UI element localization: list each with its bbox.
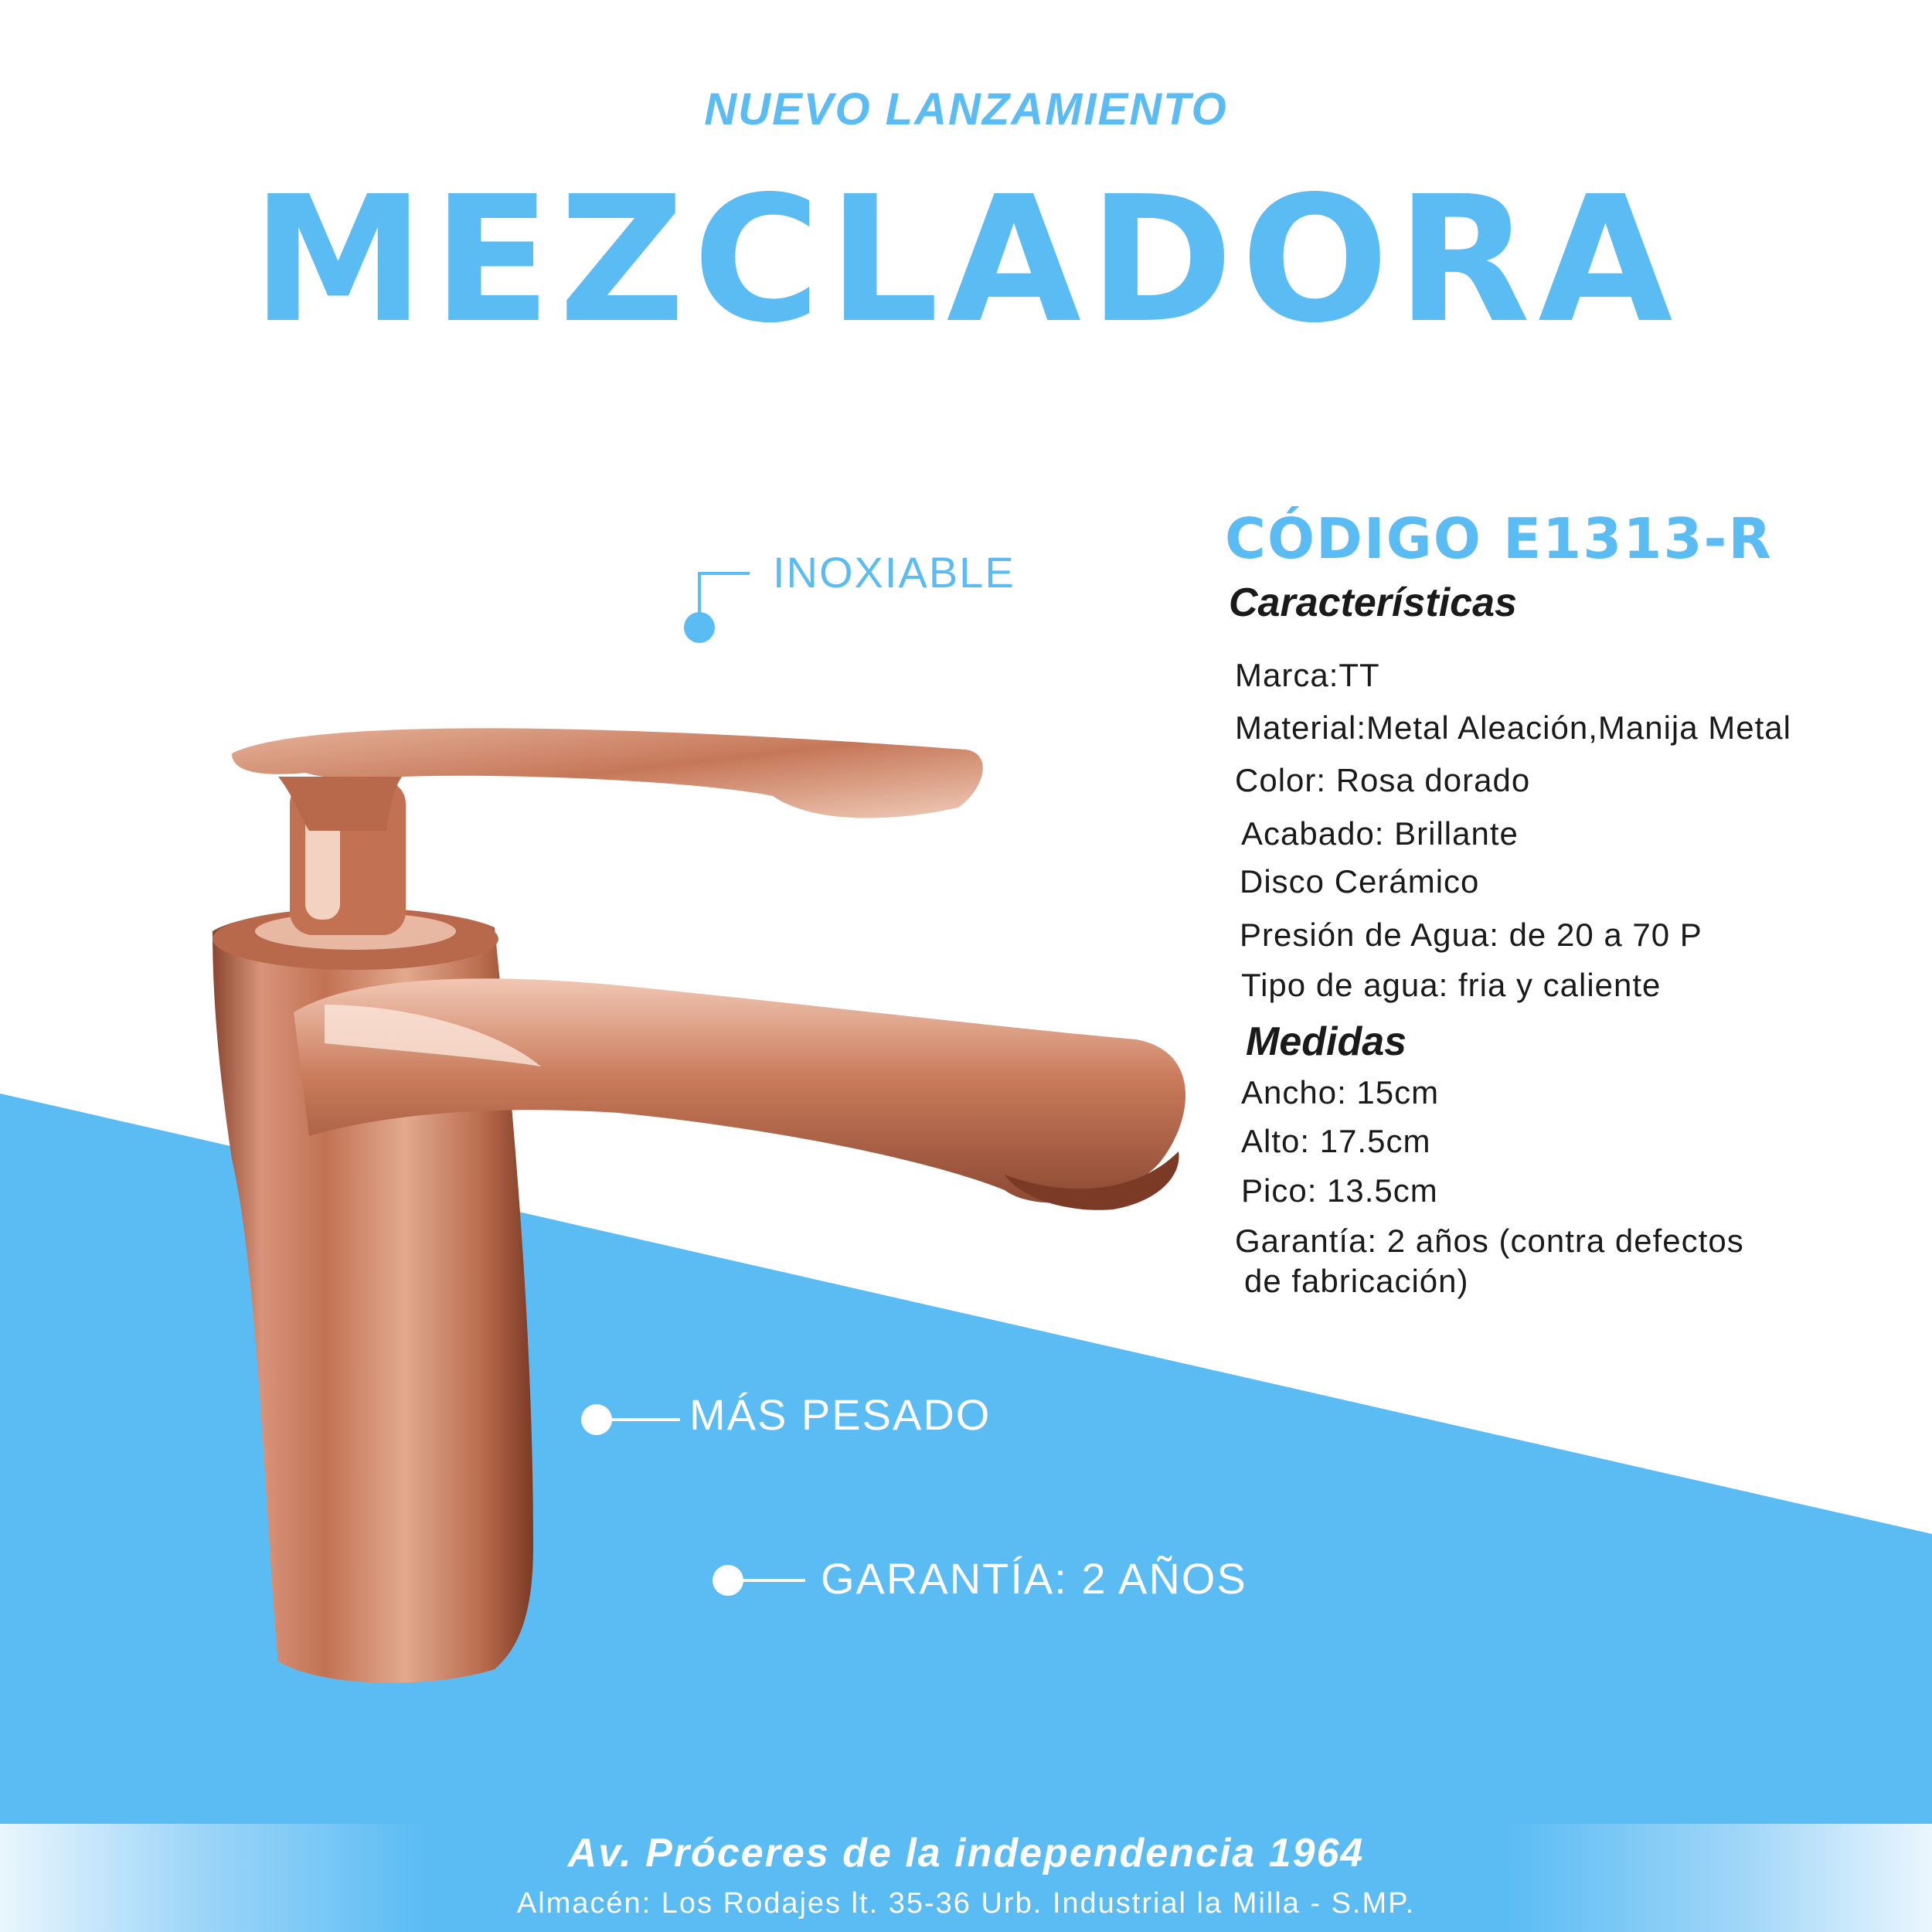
spec-finish: Acabado: Brillante	[1241, 815, 1519, 852]
measure-width: Ancho: 15cm	[1241, 1074, 1440, 1111]
spec-brand: Marca:TT	[1235, 657, 1380, 693]
callout-heavier-connector	[581, 1404, 680, 1435]
spec-water-type: Tipo de agua: fria y caliente	[1241, 967, 1662, 1003]
measure-spout: Pico: 13.5cm	[1241, 1172, 1438, 1209]
callout-warranty-connector	[713, 1565, 805, 1596]
footer-warehouse: Almacén: Los Rodajes lt. 35-36 Urb. Industrial la Milla - S.MP.	[516, 1887, 1416, 1920]
product-code: CÓDIGO E1313-R	[1225, 506, 1773, 571]
page-title: MEZCLADORA	[251, 159, 1681, 362]
callout-stainless: INOXIABLE	[773, 548, 1015, 597]
footer-address: Av. Próceres de la independencia 1964	[567, 1831, 1365, 1876]
callout-stainless-connector	[684, 573, 750, 643]
callout-heavier: MÁS PESADO	[689, 1390, 992, 1439]
measure-height: Alto: 17.5cm	[1241, 1123, 1431, 1159]
measures-heading: Medidas	[1246, 1019, 1407, 1064]
features-heading: Características	[1229, 580, 1517, 625]
warranty-line-2: de fabricación)	[1244, 1263, 1469, 1299]
kicker-label: NUEVO LANZAMIENTO	[704, 84, 1228, 134]
spec-water-pressure: Presión de Agua: de 20 a 70 P	[1240, 917, 1702, 953]
spec-color: Color: Rosa dorado	[1235, 762, 1531, 798]
callout-warranty: GARANTÍA: 2 AÑOS	[821, 1554, 1247, 1603]
warranty-line-1: Garantía: 2 años (contra defectos	[1235, 1223, 1744, 1259]
spec-ceramic-disc: Disco Cerámico	[1240, 863, 1480, 900]
spec-material: Material:Metal Aleación,Manija Metal	[1235, 709, 1791, 746]
